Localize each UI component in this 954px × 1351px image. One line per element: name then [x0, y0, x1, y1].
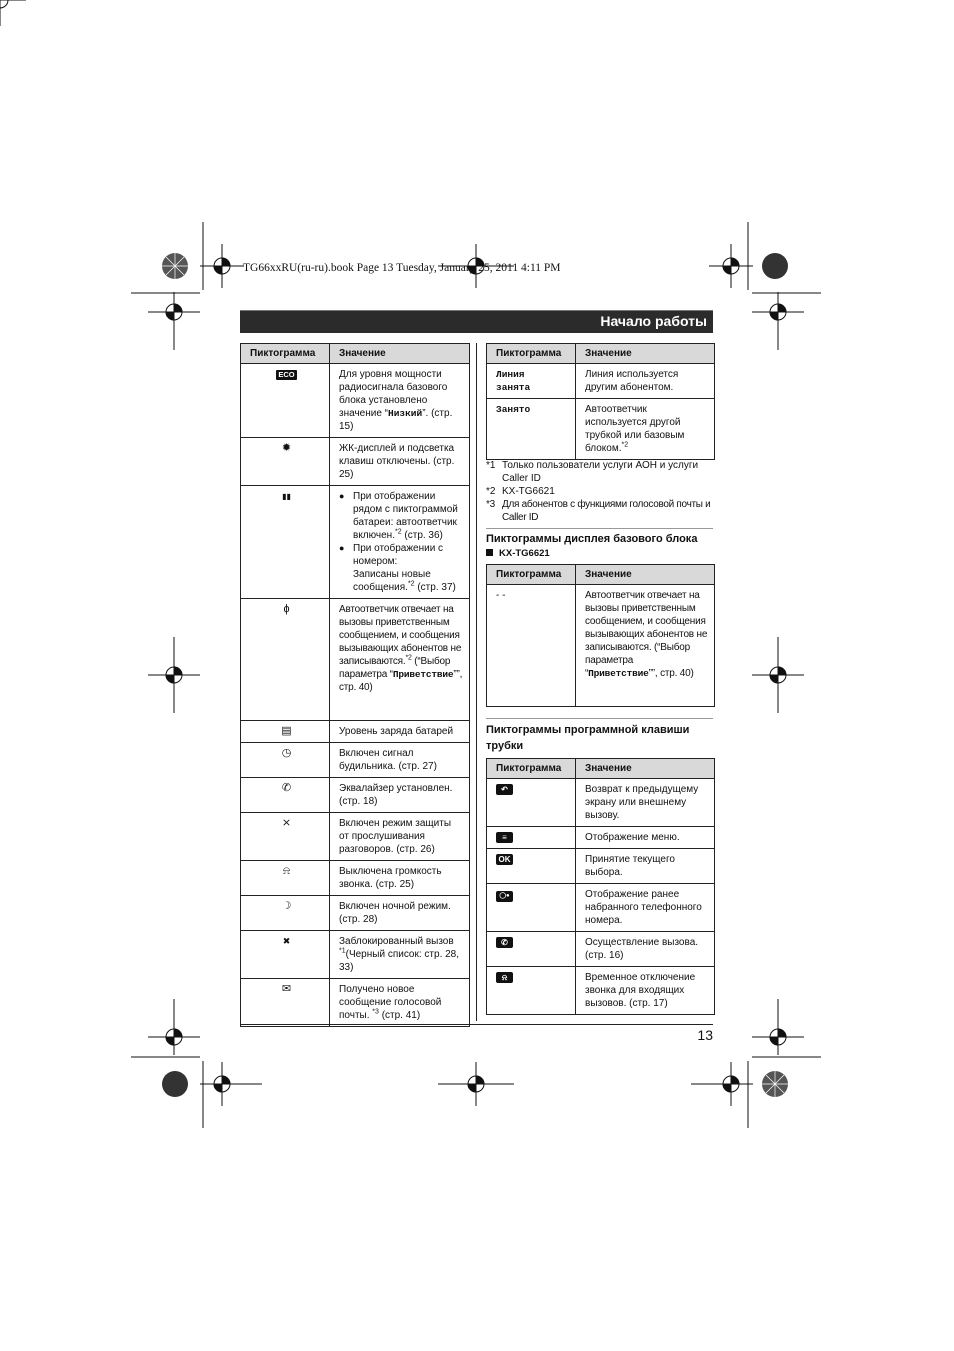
- equalizer-icon: ✆: [281, 782, 292, 794]
- eco-icon: ECO: [278, 370, 295, 379]
- row-meaning: Возврат к предыдущему экрану или внешнему вызову.: [576, 779, 715, 827]
- table-row: [241, 861, 470, 896]
- footnote: *2 KX-TG6621: [486, 486, 555, 497]
- header-icon: Пиктограмма: [241, 344, 330, 364]
- table-row: [487, 884, 715, 932]
- table-row: [487, 932, 715, 967]
- row-meaning: Осуществление вызова. (стр. 16): [576, 932, 715, 967]
- night-mode-icon: ☽: [281, 900, 292, 912]
- footnotes: [486, 459, 716, 524]
- print-header: TG66xxRU(ru-ru).book Page 13 Tuesday, January 25, 2011 4:11 PM: [243, 262, 561, 274]
- talk-icon: ✆: [496, 937, 513, 948]
- table-row: [487, 779, 715, 827]
- row-meaning: Эквалайзер установлен. (стр. 18): [330, 778, 470, 813]
- table-row: [241, 979, 470, 1027]
- row-meaning: Выключена громкость звонка. (стр. 25): [330, 861, 470, 896]
- ringer-off-icon: ⍾: [282, 865, 291, 877]
- softkey-icon-table: [486, 758, 715, 1015]
- row-meaning: Линия используется другим абонентом.: [576, 364, 715, 399]
- footnote: *3 Для абонентов с функциями голосовой почты и Caller ID: [486, 499, 711, 523]
- table-row: [487, 364, 715, 399]
- table-header-row: [487, 344, 715, 364]
- back-icon: ↶: [496, 784, 513, 795]
- header-meaning: Значение: [330, 344, 470, 364]
- row-meaning: [330, 486, 470, 599]
- table-row: [241, 721, 470, 743]
- header-meaning: Значение: [576, 565, 715, 585]
- row-meaning: Включен режим защиты от прослушивания разговоров. (стр. 26): [330, 813, 470, 861]
- section-title: Начало работы: [600, 313, 707, 329]
- table-header-row: [487, 565, 715, 585]
- alarm-icon: ◷: [281, 747, 292, 759]
- table-row: [241, 743, 470, 778]
- square-bullet-icon: [486, 549, 493, 556]
- table-row: [241, 896, 470, 931]
- dash-indicator: - -: [487, 585, 576, 707]
- answering-machine-icon: ▮▮: [282, 492, 291, 501]
- base-section-title: Пиктограммы дисплея базового блока: [486, 533, 698, 545]
- row-meaning: Для уровня мощности радиосигнала базового блока установлено значение “Низкий”. (стр. 15): [330, 364, 470, 438]
- call-block-icon: ✖: [282, 936, 291, 946]
- table-row: [487, 967, 715, 1015]
- footer-rule: [240, 1024, 713, 1025]
- table-row: [241, 486, 470, 599]
- row-meaning: Получено новое сообщение голосовой почты. $^{*3}$ (стр. 41): [330, 979, 470, 1027]
- divider: [486, 528, 713, 529]
- table-row: [241, 813, 470, 861]
- lcd-off-icon: ✹: [281, 442, 292, 454]
- ok-icon: OK: [496, 854, 513, 865]
- busy-indicator: Занято: [487, 399, 576, 460]
- privacy-icon: ⨯: [281, 817, 292, 829]
- table-row: [241, 931, 470, 979]
- base-icon-table: [486, 564, 715, 707]
- table-row: [241, 438, 470, 486]
- footnote: *1 Только пользователи услуги АОН и услуги Caller ID: [486, 460, 699, 484]
- table-header-row: [487, 759, 715, 779]
- table-row: [487, 585, 715, 707]
- redial-icon: ◯●: [496, 891, 513, 902]
- row-meaning: Включен ночной режим. (стр. 28): [330, 896, 470, 931]
- section-title-bar: [240, 311, 713, 333]
- header-icon: Пиктограмма: [487, 344, 576, 364]
- menu-icon: ≡: [496, 832, 513, 843]
- battery-icon: ▤: [281, 725, 292, 737]
- row-meaning: Временное отключение звонка для входящих вызовов. (стр. 17): [576, 967, 715, 1015]
- table-row: [241, 599, 470, 721]
- softkey-section-title: Пиктограммы программной клавиши трубки: [486, 724, 690, 752]
- line-busy-indicator: Линия занята: [487, 364, 576, 399]
- row-meaning: Автоответчик отвечает на вызовы приветственным сообщением, и сообщения вызывающих абонентов не записываются.$^{*2}$ (“Выбор параметра “Приветствие””, стр. 40): [330, 599, 470, 721]
- table-row: [241, 778, 470, 813]
- row-meaning: Заблокированный вызов $^{*1}$(Черный список: стр. 28, 33): [330, 931, 470, 979]
- row-meaning: Отображение меню.: [576, 827, 715, 849]
- divider: [486, 718, 713, 719]
- table-row: [241, 364, 470, 438]
- left-icon-table: [240, 343, 470, 1027]
- table-row: [487, 827, 715, 849]
- row-meaning: Уровень заряда батарей: [330, 721, 470, 743]
- table-header-row: [241, 344, 470, 364]
- row-meaning: Отображение ранее набранного телефонного номера.: [576, 884, 715, 932]
- page-number: 13: [697, 1027, 713, 1043]
- header-meaning: Значение: [576, 344, 715, 364]
- row-meaning: Включен сигнал будильника. (стр. 27): [330, 743, 470, 778]
- row-meaning: ЖК-дисплей и подсветка клавиш отключены. (стр. 25): [330, 438, 470, 486]
- mute-ringer-icon: ⍾: [496, 972, 513, 983]
- model-label: KX-TG6621: [486, 548, 550, 559]
- column-divider: [476, 343, 477, 1021]
- voicemail-icon: ✉: [281, 983, 292, 995]
- header-icon: Пиктограмма: [487, 565, 576, 585]
- list-item: ● При отображении рядом с пиктограммой батареи: автоответчик включен.$^{*2}$ (стр. 36): [353, 490, 463, 542]
- table-row: [487, 399, 715, 460]
- greeting-only-icon: ɸ: [283, 603, 290, 615]
- row-meaning: Принятие текущего выбора.: [576, 849, 715, 884]
- header-meaning: Значение: [576, 759, 715, 779]
- row-meaning: Автоответчик отвечает на вызовы приветственным сообщением, и сообщения вызывающих абонентов не записываются. (“Выбор параметра “Приветствие””, стр. 40): [576, 585, 715, 707]
- table-row: [487, 849, 715, 884]
- row-meaning: Автоответчик используется другой трубкой или базовым блоком.$^{*2}$: [576, 399, 715, 460]
- right-icon-table: [486, 343, 715, 460]
- list-item: ● При отображении с номером: Записаны новые сообщения.$^{*2}$ (стр. 37): [353, 542, 463, 594]
- header-icon: Пиктограмма: [487, 759, 576, 779]
